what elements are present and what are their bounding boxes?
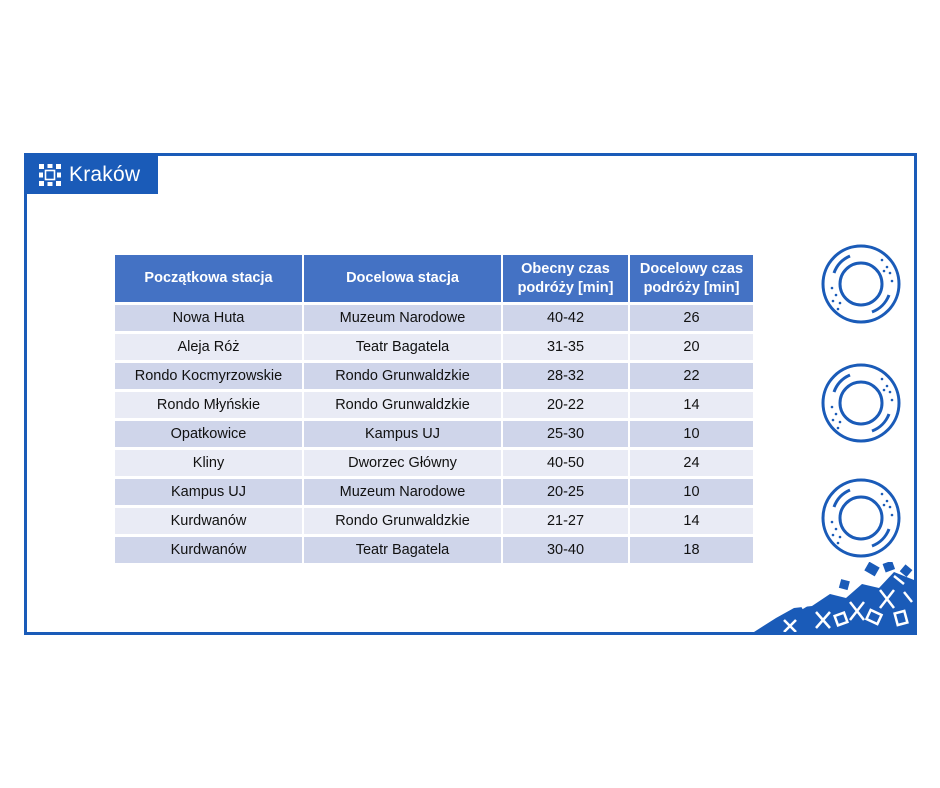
table-row: [115, 478, 753, 507]
travel-time-table: [115, 255, 753, 563]
target-time-cell: 10: [629, 478, 753, 507]
current-time-cell: 20-22: [502, 391, 629, 420]
destination-station-cell: Muzeum Narodowe: [303, 304, 502, 333]
start-station-cell: Kurdwanów: [115, 536, 303, 564]
current-time-cell: 21-27: [502, 507, 629, 536]
table-row: [115, 536, 753, 564]
logo-text: Kraków: [69, 163, 141, 186]
target-time-cell: 22: [629, 362, 753, 391]
column-header: Obecny czas podróży [min]: [502, 255, 629, 304]
destination-station-cell: Kampus UJ: [303, 420, 502, 449]
destination-station-cell: Rondo Grunwaldzkie: [303, 391, 502, 420]
dotted-ring-icon: [820, 243, 902, 325]
start-station-cell: Aleja Róż: [115, 333, 303, 362]
current-time-cell: 25-30: [502, 420, 629, 449]
destination-station-cell: Rondo Grunwaldzkie: [303, 362, 502, 391]
start-station-cell: Opatkowice: [115, 420, 303, 449]
table-row: [115, 420, 753, 449]
table-body: [115, 304, 753, 564]
table-row: [115, 507, 753, 536]
current-time-cell: 40-50: [502, 449, 629, 478]
target-time-cell: 14: [629, 391, 753, 420]
table-row: [115, 391, 753, 420]
destination-station-cell: Rondo Grunwaldzkie: [303, 507, 502, 536]
slide-frame: [24, 153, 917, 635]
table-header-row: [115, 255, 753, 304]
start-station-cell: Kliny: [115, 449, 303, 478]
current-time-cell: 31-35: [502, 333, 629, 362]
destination-station-cell: Muzeum Narodowe: [303, 478, 502, 507]
current-time-cell: 30-40: [502, 536, 629, 564]
start-station-cell: Nowa Huta: [115, 304, 303, 333]
start-station-cell: Rondo Młyńskie: [115, 391, 303, 420]
tile-pattern-icon: [754, 562, 914, 632]
table-row: [115, 333, 753, 362]
dotted-ring-icon: [820, 362, 902, 444]
destination-station-cell: Teatr Bagatela: [303, 536, 502, 564]
column-header: Docelowa stacja: [303, 255, 502, 304]
start-station-cell: Kurdwanów: [115, 507, 303, 536]
target-time-cell: 24: [629, 449, 753, 478]
table-row: [115, 304, 753, 333]
brand-logo: [27, 156, 158, 194]
current-time-cell: 40-42: [502, 304, 629, 333]
destination-station-cell: Dworzec Główny: [303, 449, 502, 478]
current-time-cell: 28-32: [502, 362, 629, 391]
start-station-cell: Kampus UJ: [115, 478, 303, 507]
table-row: [115, 449, 753, 478]
column-header: Początkowa stacja: [115, 255, 303, 304]
start-station-cell: Rondo Kocmyrzowskie: [115, 362, 303, 391]
dotted-ring-icon: [820, 477, 902, 559]
target-time-cell: 18: [629, 536, 753, 564]
target-time-cell: 14: [629, 507, 753, 536]
current-time-cell: 20-25: [502, 478, 629, 507]
target-time-cell: 20: [629, 333, 753, 362]
table-row: [115, 362, 753, 391]
column-header: Docelowy czas podróży [min]: [629, 255, 753, 304]
target-time-cell: 26: [629, 304, 753, 333]
city-grid-icon: [39, 164, 61, 186]
destination-station-cell: Teatr Bagatela: [303, 333, 502, 362]
target-time-cell: 10: [629, 420, 753, 449]
